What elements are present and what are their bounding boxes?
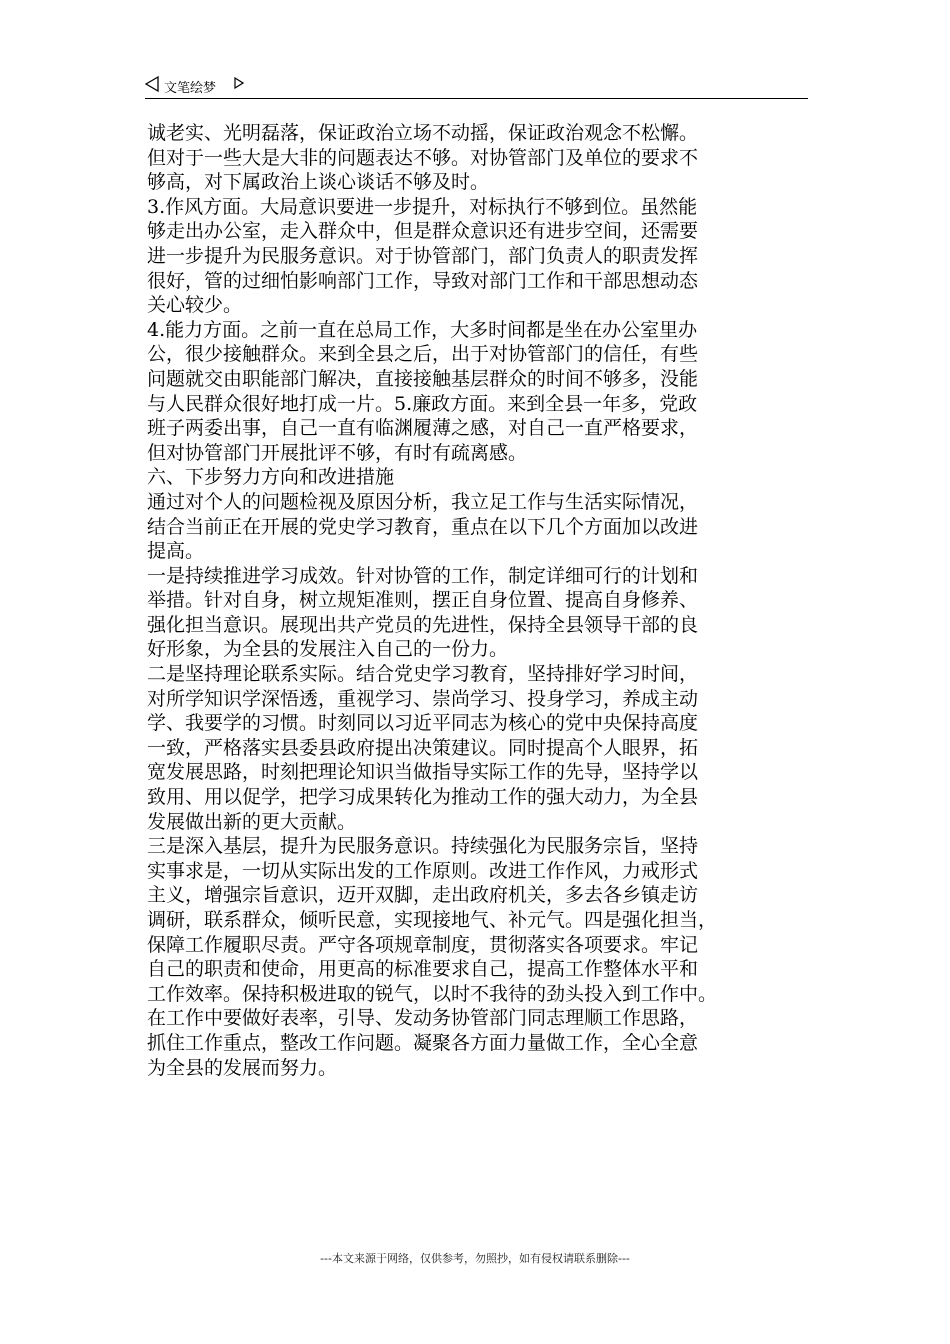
text-line: 通过对个人的问题检视及原因分析，我立足工作与生活实际情况，: [147, 490, 699, 513]
text-line: 进一步提升为民服务意识。对于协管部门，部门负责人的职责发挥: [147, 244, 699, 267]
text-line: 调研，联系群众，倾听民意，实现接地气、补元气。四是强化担当，: [147, 909, 718, 931]
text-line: 为全县的发展而努力。: [147, 1056, 338, 1079]
text-line: 抓住工作重点，整改工作问题。凝聚各方面力量做工作，全心全意: [147, 1031, 699, 1054]
text-line: 4.能力方面。之前一直在总局工作，大多时间都是坐在办公室里办: [147, 318, 698, 341]
text-line: 对所学知识学深悟透，重视学习、崇尚学习、投身学习，养成主动: [147, 687, 699, 710]
text-line: 保障工作履职尽责。严守各项规章制度，贯彻落实各项要求。牢记: [147, 933, 699, 956]
text-line: 与人民群众很好地打成一片。5.廉政方面。来到全县一年多，党政: [147, 392, 698, 415]
text-line: 举措。针对自身，树立规矩准则，摆正自身位置、提高自身修养、: [147, 589, 699, 612]
text-line: 工作效率。保持积极进取的锐气，以时不我待的劲头投入到工作中。: [147, 982, 718, 1005]
text-line: 学、我要学的习惯。时刻同以习近平同志为核心的党中央保持高度: [147, 712, 699, 735]
left-triangle-icon: [145, 76, 159, 92]
text-line: 提高。: [147, 540, 205, 563]
text-line: 够高，对下属政治上谈心谈话不够及时。: [147, 171, 490, 194]
text-line: 实事求是，一切从实际出发的工作原则。改进工作作风，力戒形式: [147, 859, 699, 882]
right-triangle-icon: [234, 77, 244, 89]
text-line: 三是深入基层，提升为民服务意识。持续强化为民服务宗旨，坚持: [147, 835, 699, 858]
text-line: 好形象，为全县的发展注入自己的一份力。: [147, 638, 509, 661]
text-line: 问题就交由职能部门解决，直接接触基层群众的时间不够多，没能: [147, 367, 699, 390]
header-brand: 文笔绘梦: [164, 81, 217, 96]
text-line: 发展做出新的更大贡献。: [147, 810, 357, 833]
text-line: 六、下步努力方向和改进措施: [147, 466, 395, 489]
text-line: 结合当前正在开展的党史学习教育，重点在以下几个方面加以改进: [147, 515, 699, 538]
text-line: 公，很少接触群众。来到全县之后，出于对协管部门的信任，有些: [147, 343, 699, 366]
page-header: [145, 72, 808, 99]
text-line: 但对于一些大是大非的问题表达不够。对协管部门及单位的要求不: [147, 146, 699, 169]
text-line: 强化担当意识。展现出共产党员的先进性，保持全县领导干部的良: [147, 613, 699, 636]
text-line: 致用、用以促学，把学习成果转化为推动工作的强大动力，为全县: [147, 786, 699, 809]
text-line: 3.作风方面。大局意识要进一步提升，对标执行不够到位。虽然能: [147, 195, 698, 218]
text-line: 够走出办公室，走入群众中，但是群众意识还有进步空间，还需要: [147, 220, 699, 243]
text-line: 一是持续推进学习成效。针对协管的工作，制定详细可行的计划和: [147, 564, 699, 587]
document-body: [147, 121, 815, 1080]
text-line: 主义，增强宗旨意识，迈开双脚，走出政府机关，多去各乡镇走访: [147, 884, 699, 907]
text-line: 班子两委出事，自己一直有临渊履薄之感，对自己一直严格要求，: [147, 417, 699, 440]
text-line: 自己的职责和使命，用更高的标准要求自己，提高工作整体水平和: [147, 958, 699, 981]
text-line: 很好，管的过细怕影响部门工作，导致对部门工作和干部思想动态: [147, 269, 699, 292]
footer-disclaimer: ---本文来源于网络，仅供参考，勿照抄，如有侵权请联系删除---: [320, 1252, 630, 1265]
text-line: 诚老实、光明磊落，保证政治立场不动摇，保证政治观念不松懈。: [147, 122, 699, 144]
text-line: 一致，严格落实县委县政府提出决策建议。同时提高个人眼界，拓: [147, 736, 699, 759]
text-line: 在工作中要做好表率，引导、发动务协管部门同志理顺工作思路，: [147, 1007, 699, 1030]
text-line: 但对协管部门开展批评不够，有时有疏离感。: [147, 441, 528, 464]
text-line: 二是坚持理论联系实际。结合党史学习教育，坚持排好学习时间，: [147, 663, 699, 686]
text-line: 关心较少。: [147, 294, 243, 317]
text-line: 宽发展思路，时刻把理论知识当做指导实际工作的先导，坚持学以: [147, 761, 699, 784]
